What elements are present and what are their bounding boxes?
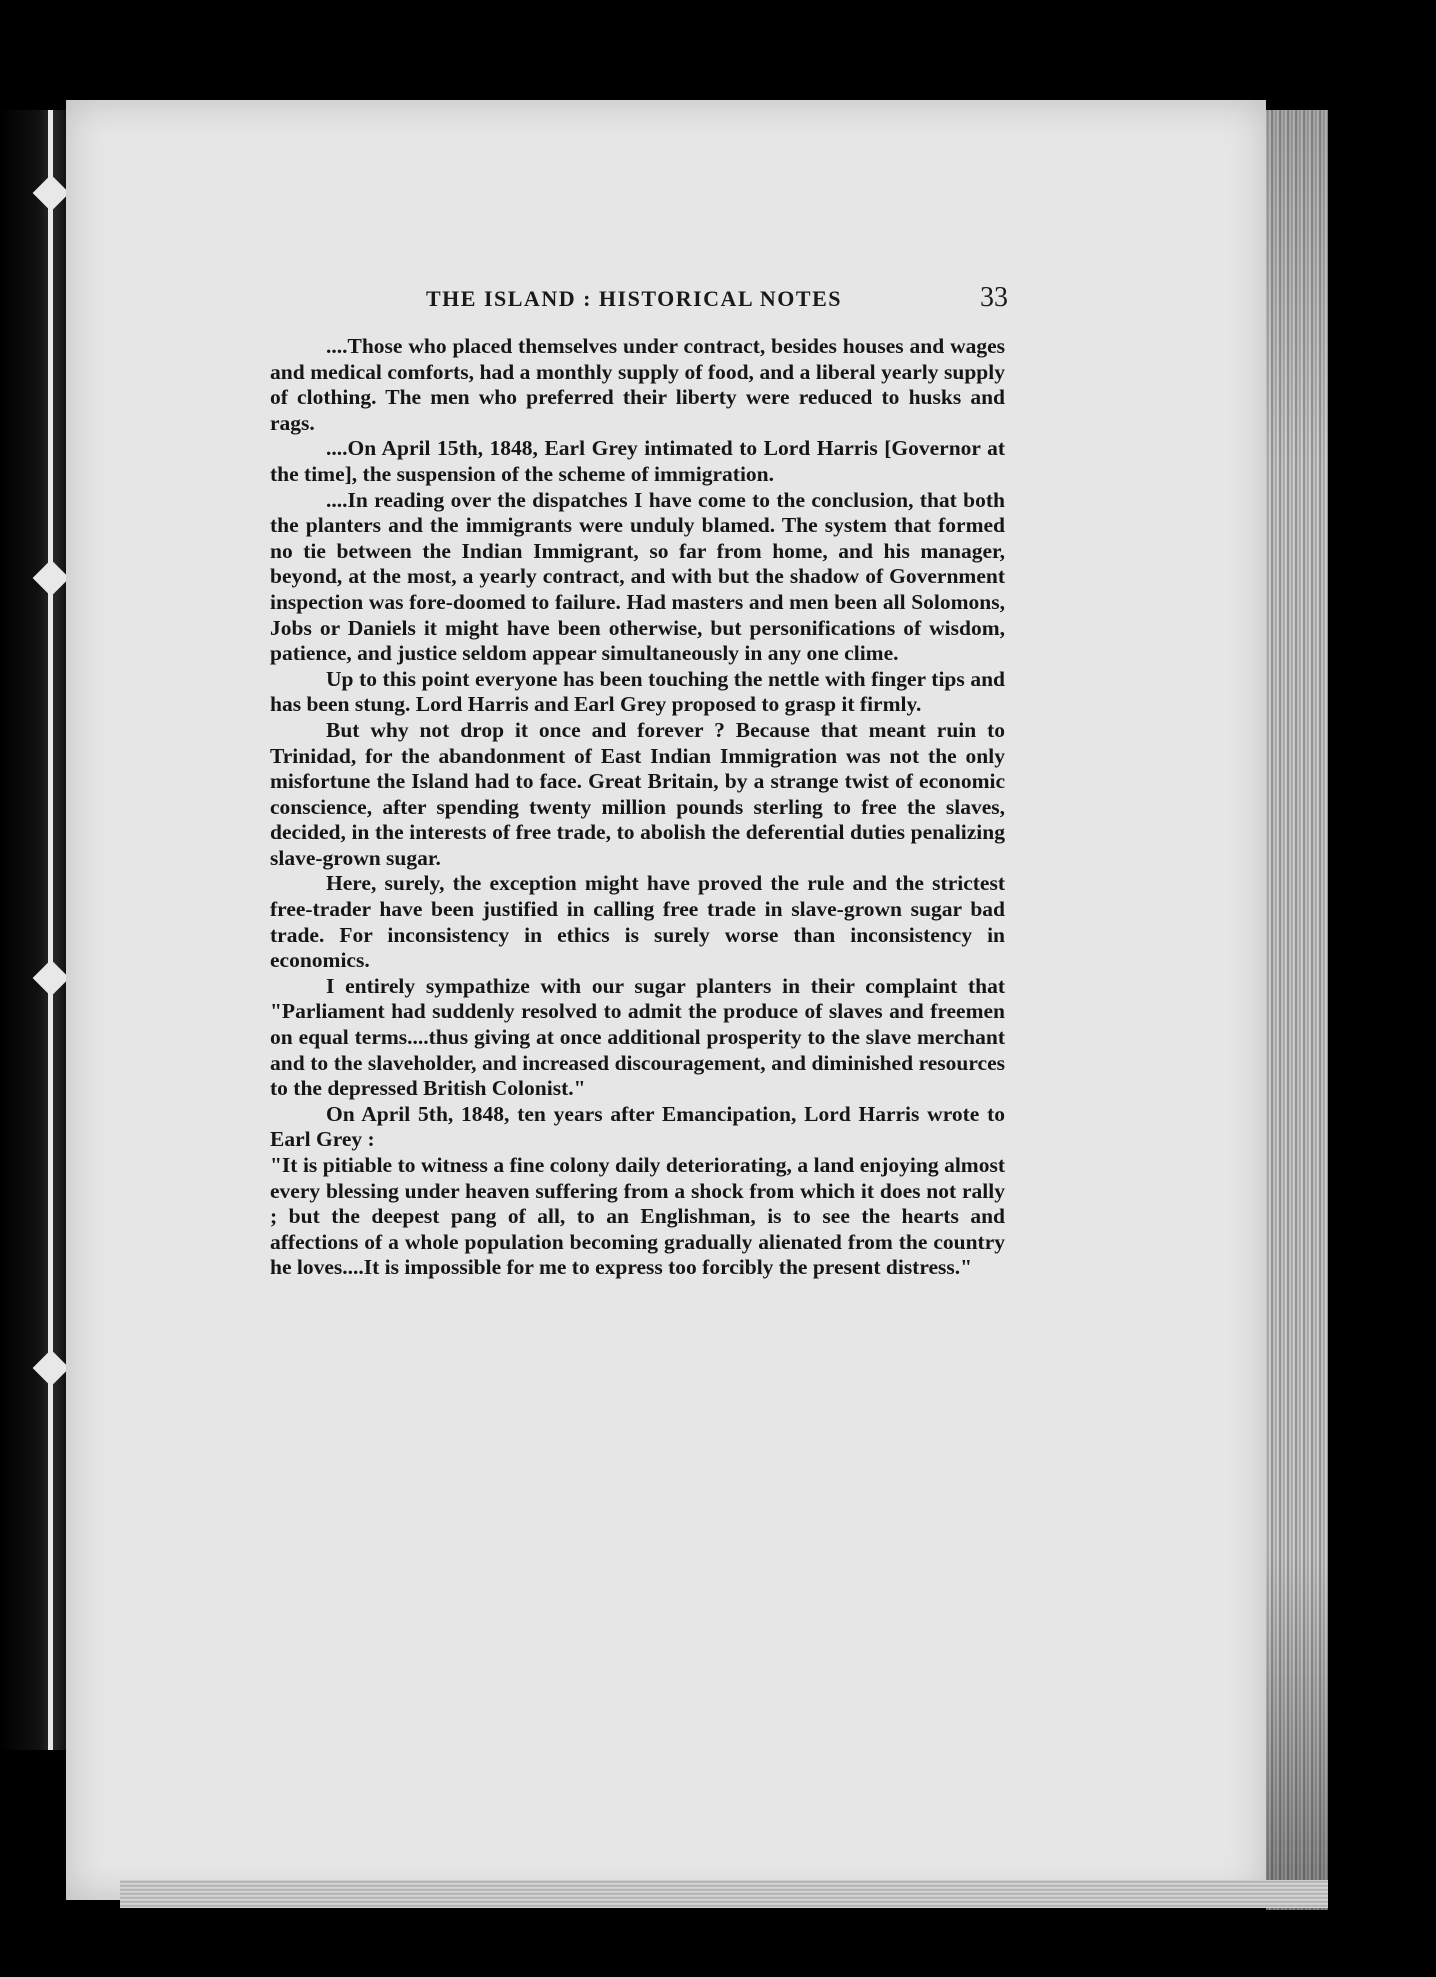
binding-rule	[48, 110, 53, 1750]
binding-ornament	[33, 175, 70, 212]
page-number: 33	[980, 282, 1008, 313]
book-bottom-edge	[120, 1880, 1328, 1908]
running-head	[268, 282, 1008, 322]
paragraph: But why not drop it once and forever ? Because that meant ruin to Trinidad, for the abandonment of East Indian Immigration was not the only misfortune the Island had to face. Great Britain, by a strange twist of economic conscience, after spending twenty million pounds sterling to free the slaves, decided, in the interests of free trade, to abolish the deferential duties penalizing slave-grown sugar.	[270, 717, 1005, 870]
left-page-binding	[0, 110, 70, 1750]
paragraph: Here, surely, the exception might have proved the rule and the strictest free-trader have been justified in calling free trade in slave-grown sugar bad trade. For inconsistency in ethics is surely worse than inconsistency in economics.	[270, 871, 1005, 973]
paragraph: On April 5th, 1848, ten years after Emancipation, Lord Harris wrote to Earl Grey :	[270, 1101, 1005, 1152]
paragraph: ....Those who placed themselves under contract, besides houses and wages and medical comforts, had a monthly supply of food, and a liberal yearly supply of clothing. The men who preferred their liberty were reduced to husks and rags.	[270, 334, 1005, 435]
paragraph: ....In reading over the dispatches I have come to the conclusion, that both the planters and the immigrants were unduly blamed. The system that formed no tie between the Indian Immigrant, so far from home, and his manager, beyond, at the most, a yearly contract, and with but the shadow of Government inspection was fore-doomed to failure. Had masters and men been all Solomons, Jobs or Daniels it might have been otherwise, but personifications of wisdom, patience, and justice seldom appear simultaneously in any one clime.	[270, 487, 1005, 666]
quoted-letter: "It is pitiable to witness a fine colony daily deteriorating, a land enjoying almost every blessing under heaven suffering from a shock from which it does not rally ; but the deepest pang of all, to an Englishman, is to see the hearts and affections of a whole population becoming gradually alienated from the country he loves....It is impossible for me to express too forcibly the present distress."	[270, 1153, 1005, 1280]
binding-ornament	[33, 960, 70, 997]
body-text	[270, 334, 1005, 1281]
book-fore-edge	[1266, 110, 1328, 1910]
binding-ornament	[33, 560, 70, 597]
paragraph: I entirely sympathize with our sugar planters in their complaint that "Parliament had suddenly resolved to admit the produce of slaves and freemen on equal terms....thus giving at once additional prosperity to the slave merchant and to the slaveholder, and increased discouragement, and diminished resources to the depressed British Colonist."	[270, 973, 1005, 1101]
binding-ornament	[33, 1350, 70, 1387]
running-head-title: THE ISLAND : HISTORICAL NOTES	[426, 286, 842, 311]
paragraph: Up to this point everyone has been touching the nettle with finger tips and has been stung. Lord Harris and Earl Grey proposed to grasp it firmly.	[270, 666, 1005, 717]
paragraph: ....On April 15th, 1848, Earl Grey intimated to Lord Harris [Governor at the time], the suspension of the scheme of immigration.	[270, 436, 1005, 486]
